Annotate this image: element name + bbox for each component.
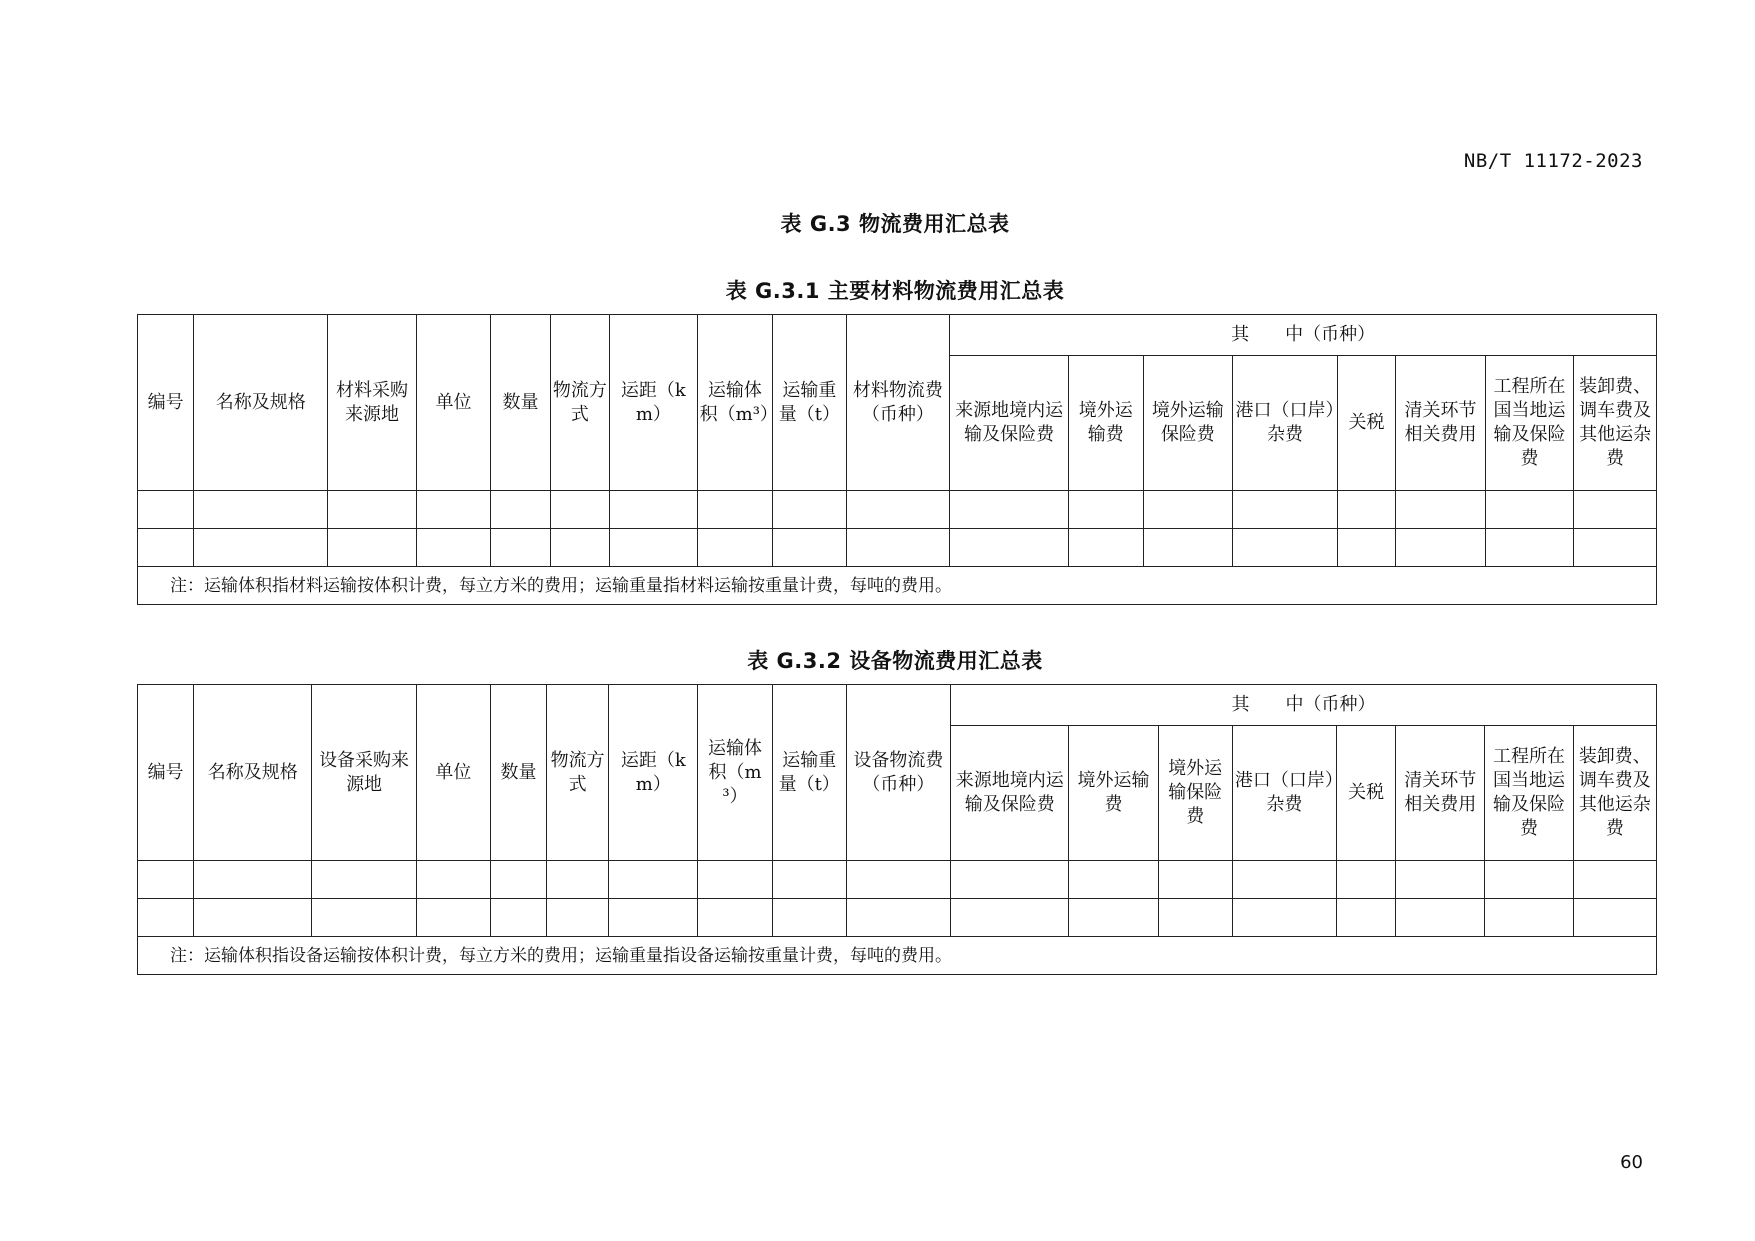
sub-col-overseas-transport: 境外运输费 (1069, 726, 1158, 861)
sub-col-handling-misc: 装卸费、调车费及其他运杂费 (1573, 726, 1656, 861)
col-header-weight: 运输重量（t） (773, 315, 846, 491)
col-header-name-spec: 名称及规格 (194, 685, 312, 861)
col-header-quantity: 数量 (490, 685, 546, 861)
sub-col-overseas-transport: 境外运输费 (1069, 356, 1143, 491)
col-header-weight: 运输重量（t） (772, 685, 846, 861)
sub-col-tariff: 关税 (1337, 726, 1396, 861)
main-title: 表 G.3 物流费用汇总表 (780, 212, 1010, 236)
col-header-quantity: 数量 (491, 315, 550, 491)
col-header-volume: 运输体积（m³） (697, 315, 772, 491)
materials-logistics-table (137, 314, 1657, 605)
col-header-volume: 运输体积（m³） (698, 685, 772, 861)
sub-col-tariff: 关税 (1337, 356, 1395, 491)
group-header: 其 中（币种） (950, 315, 1657, 356)
table-row (138, 899, 1657, 937)
col-header-logistics-fee: 设备物流费（币种） (846, 685, 950, 861)
group-header: 其 中（币种） (951, 685, 1657, 726)
table-note: 注：运输体积指设备运输按体积计费，每立方米的费用；运输重量指设备运输按重量计费，每吨的费用。 (138, 937, 1657, 975)
table-note: 注：运输体积指材料运输按体积计费，每立方米的费用；运输重量指材料运输按重量计费，每吨的费用。 (138, 567, 1657, 605)
equipment-logistics-table (137, 684, 1657, 975)
col-header-number: 编号 (138, 685, 194, 861)
col-header-distance: 运距（km） (610, 315, 698, 491)
sub-col-customs-clearance: 清关环节相关费用 (1396, 356, 1486, 491)
sub-col-local-transport: 工程所在国当地运输及保险费 (1485, 356, 1574, 491)
standard-code: NB/T 11172-2023 (1463, 150, 1643, 172)
col-header-unit: 单位 (416, 315, 490, 491)
sub-col-handling-misc: 装卸费、调车费及其他运杂费 (1574, 356, 1657, 491)
sub-col-overseas-insurance: 境外运输保险费 (1158, 726, 1232, 861)
table-row (138, 529, 1657, 567)
sub-col-port-fees: 港口（口岸）杂费 (1232, 726, 1336, 861)
table-row (138, 861, 1657, 899)
sub-col-customs-clearance: 清关环节相关费用 (1396, 726, 1485, 861)
table-title: 表 G.3.2 设备物流费用汇总表 (747, 649, 1043, 673)
col-header-source: 材料采购来源地 (328, 315, 417, 491)
col-header-logistics-mode: 物流方式 (550, 315, 609, 491)
col-header-unit: 单位 (416, 685, 490, 861)
col-header-logistics-mode: 物流方式 (547, 685, 609, 861)
col-header-logistics-fee: 材料物流费（币种） (846, 315, 950, 491)
table-row (138, 491, 1657, 529)
col-header-number: 编号 (138, 315, 194, 491)
col-header-source: 设备采购来源地 (312, 685, 416, 861)
table-title: 表 G.3.1 主要材料物流费用汇总表 (725, 279, 1065, 303)
sub-col-domestic-transport: 来源地境内运输及保险费 (951, 726, 1069, 861)
sub-col-local-transport: 工程所在国当地运输及保险费 (1485, 726, 1573, 861)
sub-col-port-fees: 港口（口岸）杂费 (1233, 356, 1338, 491)
col-header-distance: 运距（km） (609, 685, 698, 861)
sub-col-domestic-transport: 来源地境内运输及保险费 (950, 356, 1069, 491)
page-number: 60 (1620, 1152, 1643, 1173)
sub-col-overseas-insurance: 境外运输保险费 (1143, 356, 1233, 491)
col-header-name-spec: 名称及规格 (194, 315, 328, 491)
